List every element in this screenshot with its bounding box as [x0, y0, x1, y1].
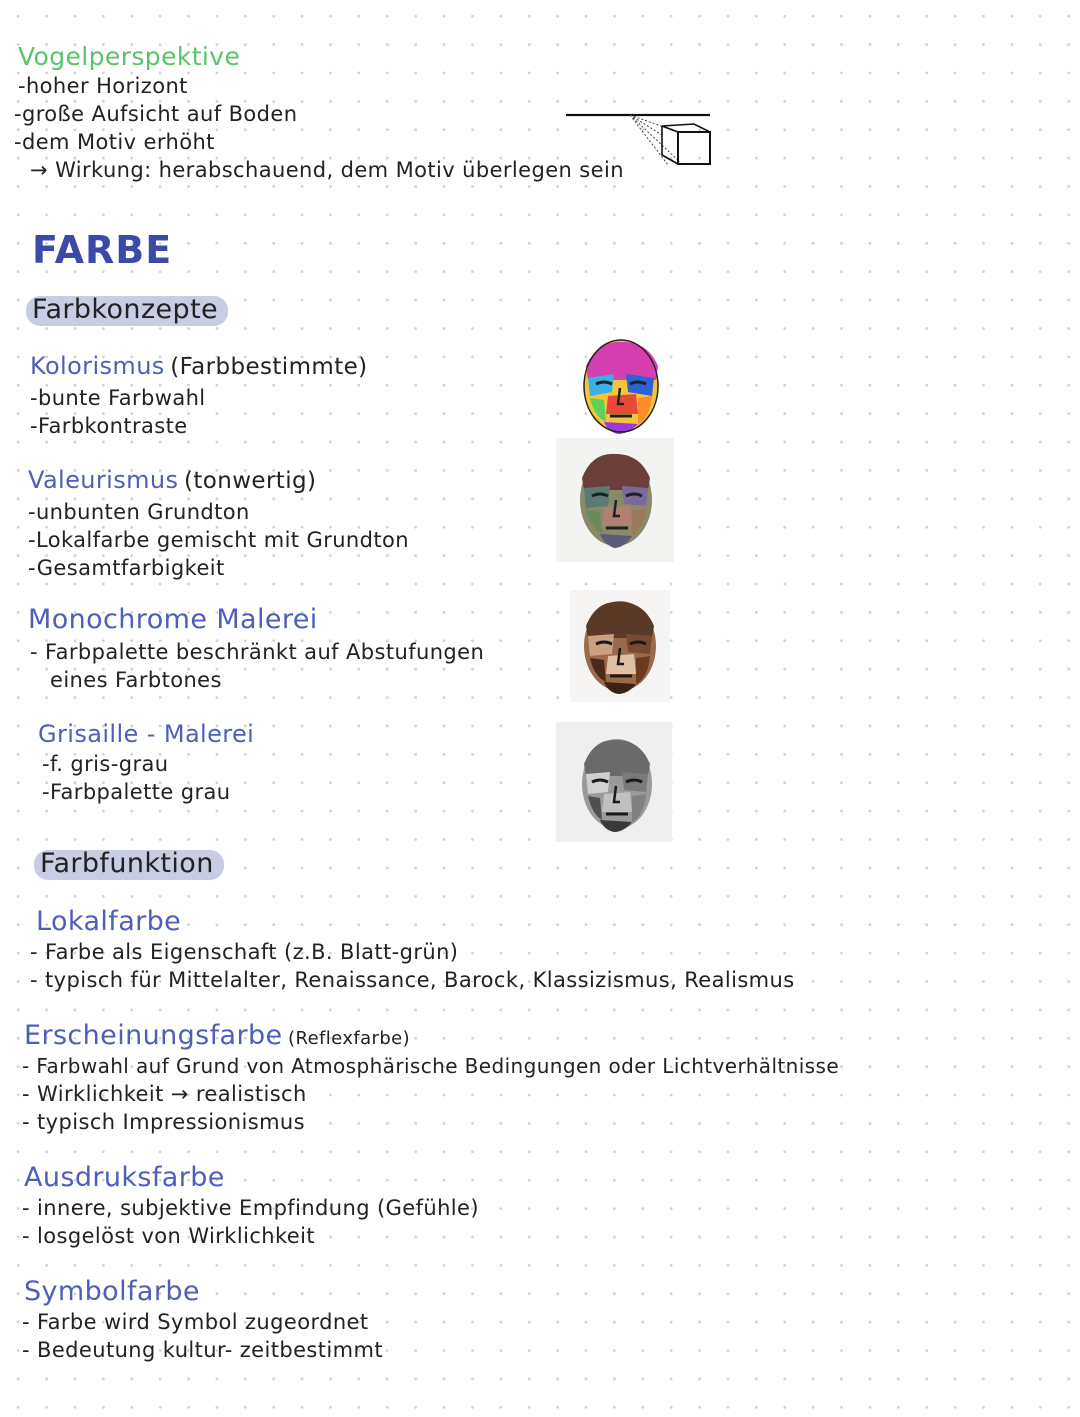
list-item: - typisch für Mittelalter, Renaissance, Barock, Klassizismus, Realismus	[30, 968, 795, 992]
list-item: -Farbkontraste	[30, 414, 188, 438]
colorful-face-icon	[578, 336, 664, 436]
bird-perspective-diagram-icon	[560, 100, 720, 175]
erscheinungsfarbe-title: Erscheinungsfarbe	[24, 1020, 283, 1051]
valeurismus-heading	[28, 466, 316, 494]
list-item: - Farbwahl auf Grund von Atmosphärische Bedingungen oder Lichtverhältnisse	[22, 1054, 840, 1078]
list-item: -dem Motiv erhöht	[14, 130, 215, 154]
erscheinungsfarbe-heading	[24, 1020, 410, 1051]
list-item: - Wirklichkeit → realistisch	[22, 1082, 307, 1106]
grisaille-heading: Grisaille - Malerei	[38, 720, 255, 748]
list-item: -f. gris-grau	[42, 752, 169, 776]
list-item: - Bedeutung kultur- zeitbestimmt	[22, 1338, 383, 1362]
list-item: -bunte Farbwahl	[30, 386, 206, 410]
farbe-heading: FARBE	[32, 228, 173, 272]
ausdruksfarbe-heading: Ausdruksfarbe	[24, 1162, 225, 1193]
list-item: -Lokalfarbe gemischt mit Grundton	[28, 528, 409, 552]
vogelperspektive-heading: Vogelperspektive	[18, 42, 241, 71]
valeurismus-title: Valeurismus	[28, 466, 179, 494]
kolorismus-title: Kolorismus	[30, 352, 165, 380]
list-item: -Farbpalette grau	[42, 780, 231, 804]
valeurismus-note: (tonwertig)	[183, 468, 317, 494]
list-item: - losgelöst von Wirklichkeit	[22, 1224, 315, 1248]
gray-face-icon	[576, 734, 658, 834]
list-item: - Farbe als Eigenschaft (z.B. Blatt-grün)	[30, 940, 459, 964]
effect-line: → Wirkung: herabschauend, dem Motiv überlegen sein	[30, 158, 624, 182]
brown-face-icon	[578, 596, 662, 696]
farbfunktion-heading: Farbfunktion	[34, 850, 224, 880]
kolorismus-heading	[30, 352, 368, 380]
farbkonzepte-heading: Farbkonzepte	[26, 296, 228, 326]
lokalfarbe-heading: Lokalfarbe	[36, 906, 182, 937]
list-item: -Gesamtfarbigkeit	[28, 556, 225, 580]
list-item: - typisch Impressionismus	[22, 1110, 305, 1134]
list-item: - Farbe wird Symbol zugeordnet	[22, 1310, 369, 1334]
list-item: - innere, subjektive Empfindung (Gefühle)	[22, 1196, 479, 1220]
list-item: - Farbpalette beschränkt auf Abstufungen	[30, 640, 485, 664]
erscheinungsfarbe-note: (Reflexfarbe)	[288, 1028, 411, 1049]
list-item: -unbunten Grundton	[28, 500, 250, 524]
kolorismus-note: (Farbbestimmte)	[170, 354, 368, 380]
monochrome-heading: Monochrome Malerei	[28, 604, 318, 635]
list-item: -hoher Horizont	[18, 74, 188, 98]
list-item: -große Aufsicht auf Boden	[14, 102, 298, 126]
list-item: eines Farbtones	[50, 668, 222, 692]
symbolfarbe-heading: Symbolfarbe	[24, 1276, 200, 1307]
muted-face-icon	[574, 448, 658, 552]
